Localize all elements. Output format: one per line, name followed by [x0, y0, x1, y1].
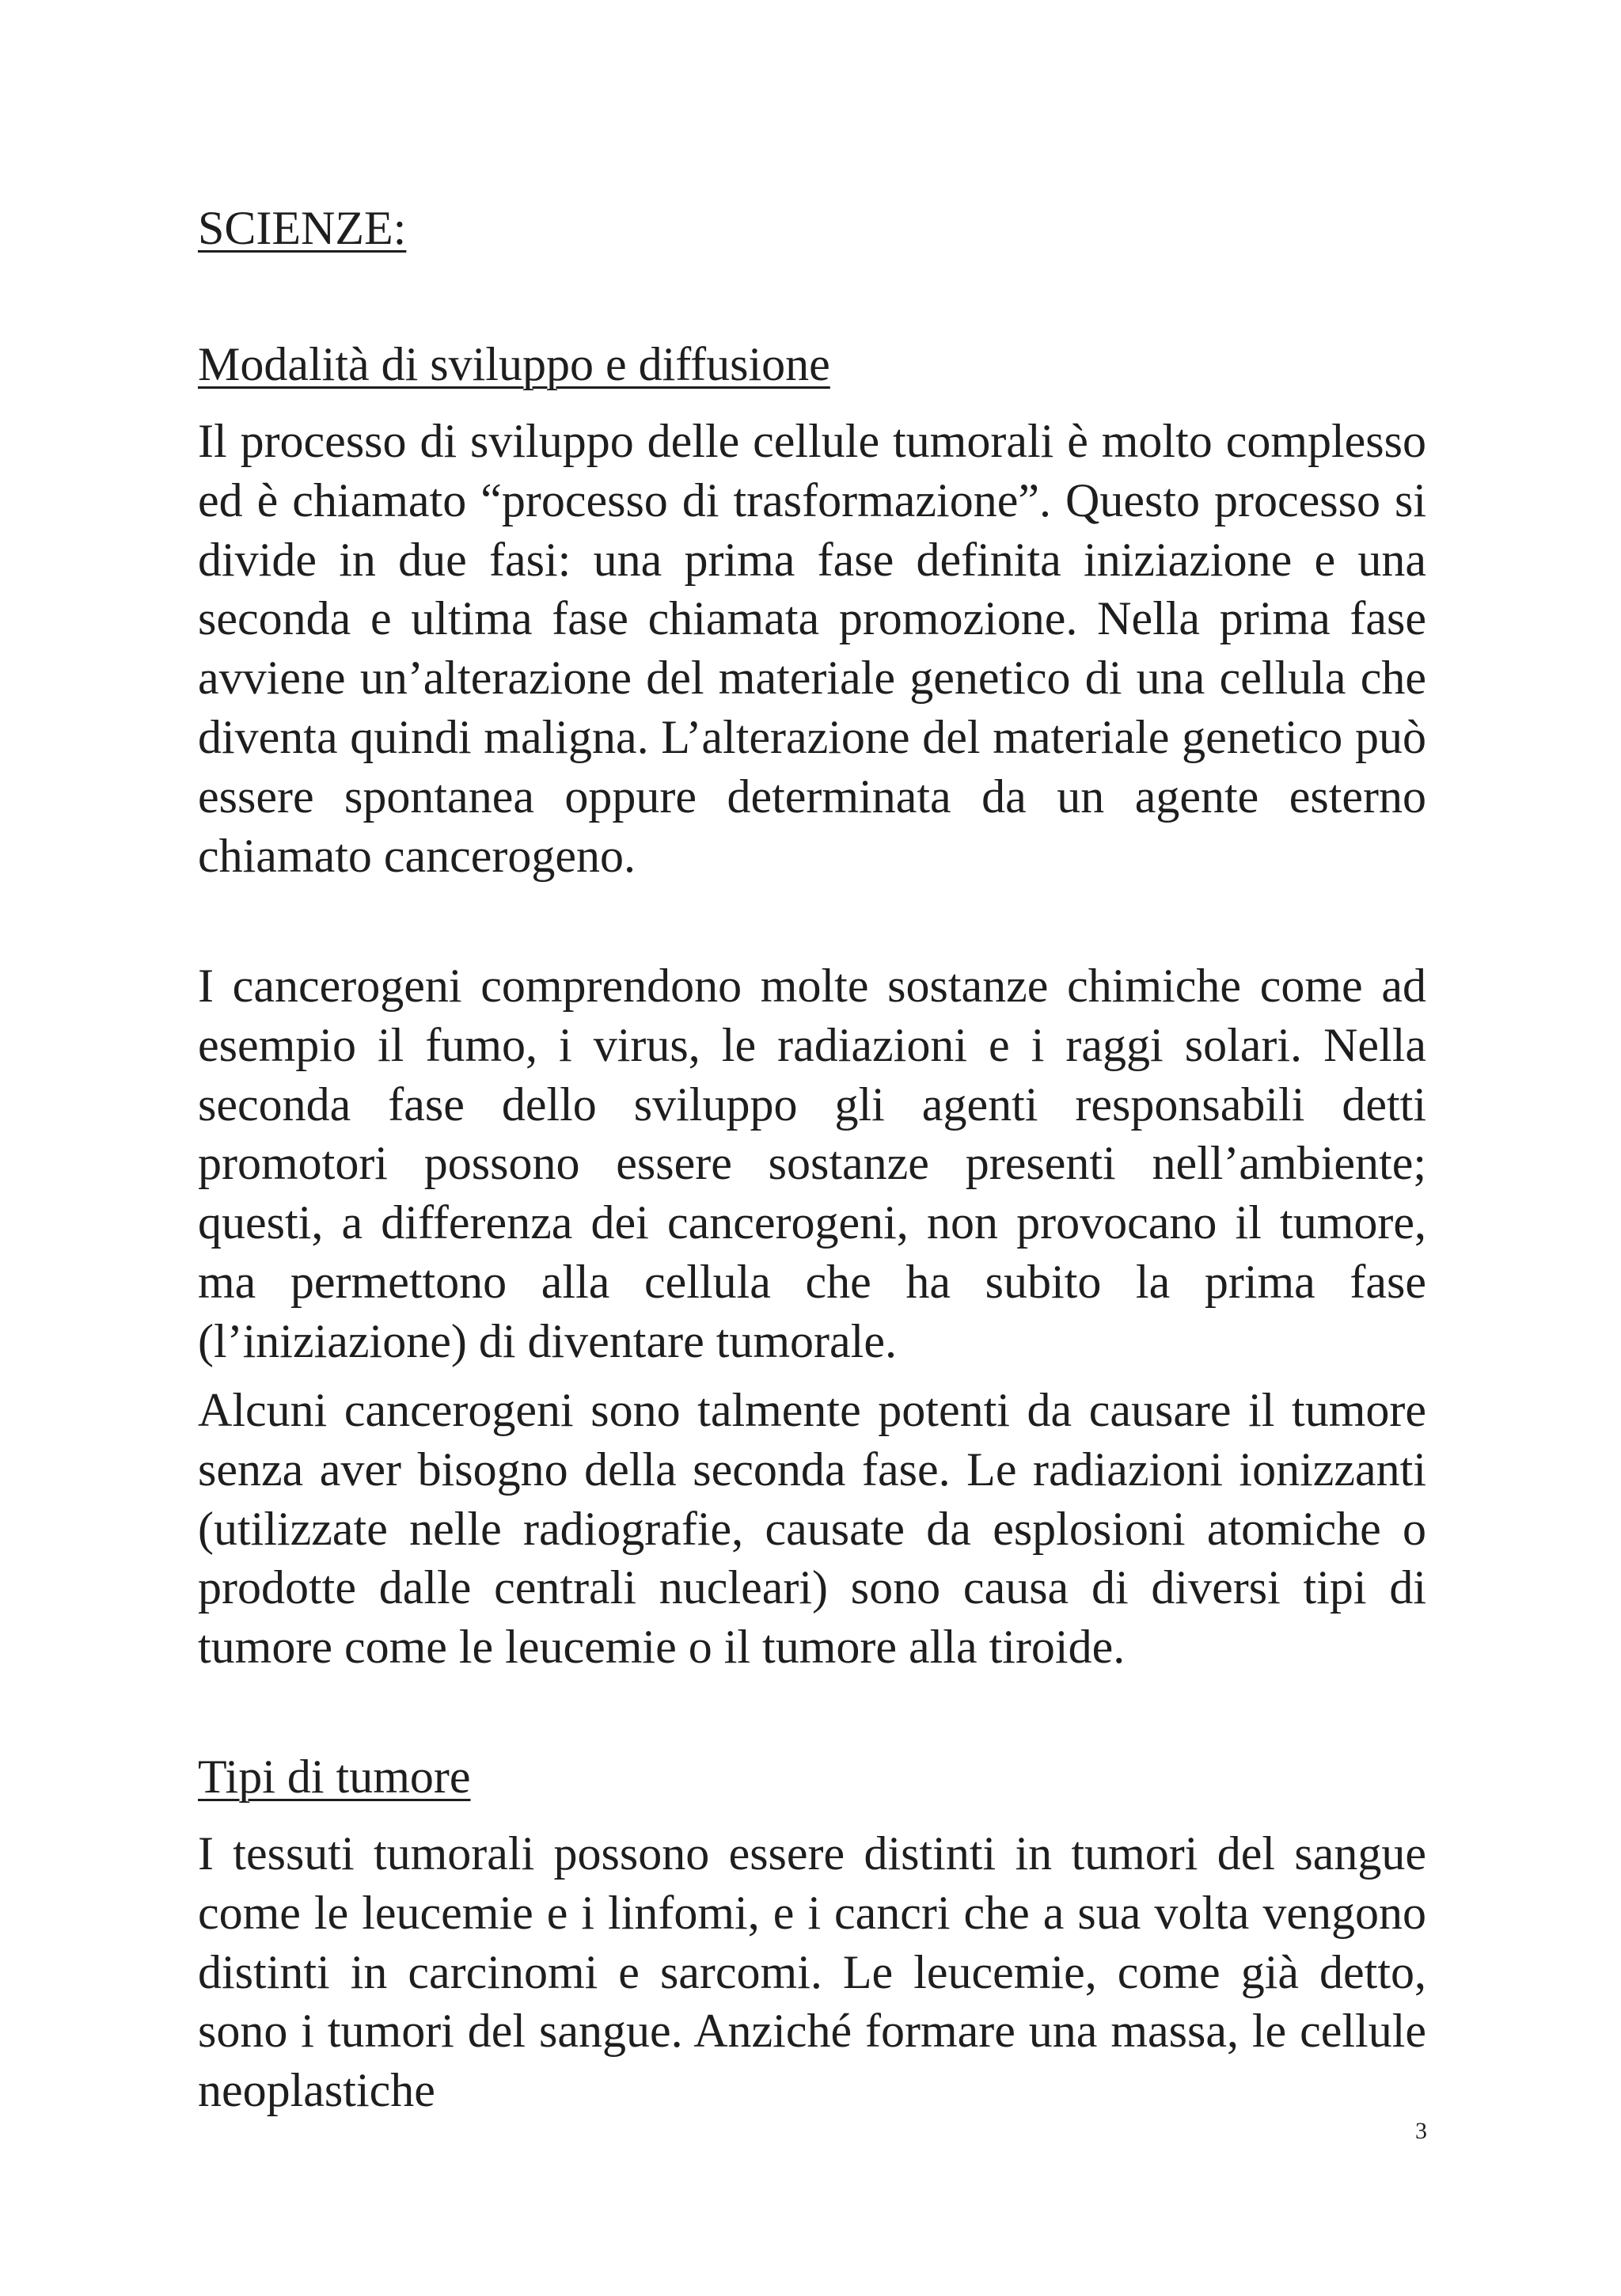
- paragraph-transformation-process: Il processo di sviluppo delle cellule tumorali è molto complesso ed è chiamato “processo di trasformazione”. Questo processo si divide in due fasi: una prima fase definita iniziazione e una seconda e ultima fase chiamata promozione. Nella prima fase avviene un’alterazione del materiale genetico di una cellula che diventa quindi maligna. L’alterazione del materiale genetico può essere spontanea oppure determinata da un agente esterno chiamato cancerogeno.: [198, 415, 1426, 882]
- subsection-heading-development: Modalità di sviluppo e diffusione: [198, 338, 830, 390]
- paragraph-block: [198, 412, 1426, 885]
- paragraph-block: [198, 1824, 1426, 2120]
- paragraph-tumor-types: I tessuti tumorali possono essere distinti in tumori del sangue come le leucemie e i linfomi, e i cancri che a sua volta vengono distinti in carcinomi e sarcomi. Le leucemie, come già detto, sono i tumori del sangue. Anziché formare una massa, le cellule neoplastiche: [198, 1827, 1426, 2117]
- paragraph-block: [198, 1381, 1426, 1677]
- paragraph-block: [198, 956, 1426, 1371]
- subsection-heading-block: [198, 1747, 1426, 1807]
- subsection-heading-block: [198, 334, 1426, 394]
- paragraph-potent-carcinogens: Alcuni cancerogeni sono talmente potenti da causare il tumore senza aver bisogno della seconda fase. Le radiazioni ionizzanti (utilizzate nelle radiografie, causate da esplosioni atomiche o prodotte dalle centrali nucleari) sono causa di diversi tipi di tumore come le leucemie o il tumore alla tiroide.: [198, 1384, 1426, 1674]
- section-title-block: [198, 198, 1426, 258]
- paragraph-carcinogens: I cancerogeni comprendono molte sostanze chimiche come ad esempio il fumo, i virus, le radiazioni e i raggi solari. Nella seconda fase dello sviluppo gli agenti responsabili detti promotori possono essere sostanze presenti nell’ambiente; questi, a differenza dei cancerogeni, non provocano il tumore, ma permettono alla cellula che ha subito la prima fase (l’iniziazione) di diventare tumorale.: [198, 960, 1426, 1367]
- page-number: 3: [1415, 2118, 1427, 2144]
- section-title: SCIENZE:: [198, 202, 407, 254]
- subsection-heading-tumor-types: Tipi di tumore: [198, 1751, 471, 1803]
